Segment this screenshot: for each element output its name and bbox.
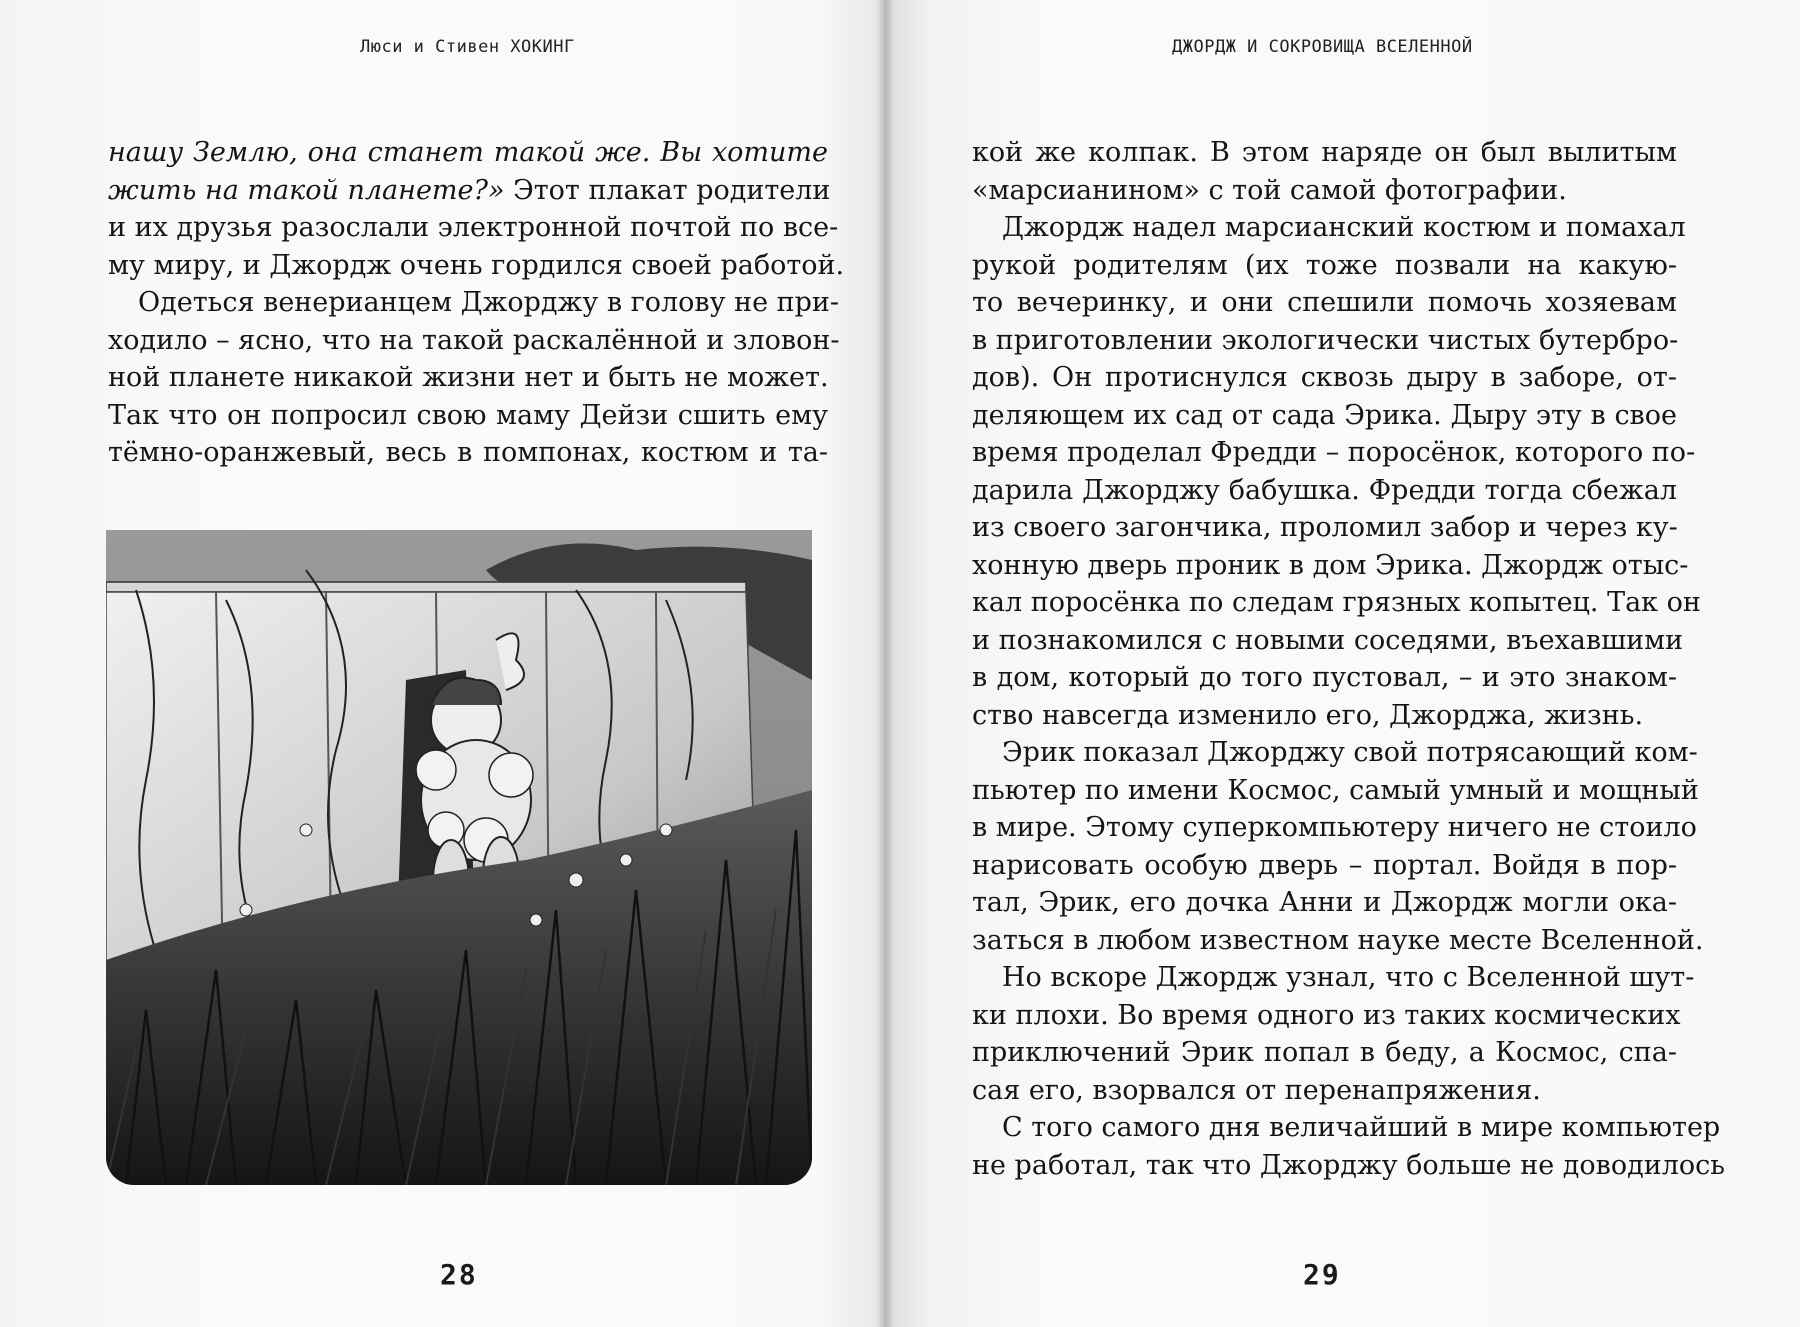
text-line: тал, Эрик, его дочка Анни и Джордж могли ока-	[972, 887, 1677, 918]
text-line: и познакомился с новыми соседями, въехавшими	[972, 624, 1684, 656]
text-line: Джордж надел марсианский костюм и помахал	[1002, 212, 1686, 243]
text-line: му миру, и Джордж очень гордился своей работой.	[108, 249, 845, 281]
text-line: хонную дверь проник в дом Эрика. Джордж отыс-	[972, 549, 1689, 581]
text-line: тёмно-оранжевый, весь в помпонах, костюм и та-	[108, 437, 828, 468]
italic-fragment: жить на такой планете?»	[108, 174, 505, 206]
right-running-head: ДЖОРДЖ И СОКРОВИЩА ВСЕЛЕННОЙ	[1172, 37, 1473, 57]
left-page	[0, 0, 885, 1327]
text-line: нашу Землю, она станет такой же. Вы хотите	[108, 137, 828, 168]
garden-fence-drawing	[106, 530, 812, 1185]
text-line: Одеться венерианцем Джорджу в голову не при-	[138, 287, 840, 318]
garden-illustration	[106, 530, 812, 1185]
book-gutter	[876, 0, 894, 1327]
text-line: в дом, который до того пустовал, – и это знаком-	[972, 662, 1677, 693]
left-page-text	[108, 134, 845, 472]
text-line: рукой родителям (их тоже позвали на какую-	[972, 249, 1677, 281]
text-line: ки плохи. Во время одного из таких космических	[972, 999, 1681, 1031]
text-line: и их друзья разослали электронной почтой по все-	[108, 212, 839, 243]
text-line: приключений Эрик попал в беду, а Космос, спа-	[972, 1037, 1677, 1068]
right-page-text	[972, 134, 1725, 1184]
text-line: в мире. Этому суперкомпьютеру ничего не стоило	[972, 812, 1697, 843]
text-line: Эрик показал Джорджу свой потрясающий ком-	[1002, 737, 1698, 768]
text-line: кал поросёнка по следам грязных копытец. Так он	[972, 587, 1701, 618]
text-line: кой же колпак. В этом наряде он был вылитым	[972, 137, 1677, 168]
text-line: Но вскоре Джордж узнал, что с Вселенной шут-	[1002, 962, 1695, 993]
text-line: пьютер по имени Космос, самый умный и мощный	[972, 774, 1699, 806]
text-line: нарисовать особую дверь – портал. Войдя в пор-	[972, 849, 1677, 881]
text-line: дов). Он протиснулся сквозь дыру в заборе, от-	[972, 362, 1677, 393]
text-line: ходило – ясно, что на такой раскалённой и зловон-	[108, 324, 840, 356]
text-line: «марсианином» с той самой фотографии.	[972, 174, 1567, 206]
left-page-number: 28	[440, 1258, 478, 1291]
text-fragment: Этот плакат родители	[504, 174, 831, 206]
text-line: время проделал Фредди – поросёнок, которого по-	[972, 437, 1696, 468]
text-line: ство навсегда изменило его, Джорджа, жизнь.	[972, 699, 1644, 731]
text-line: то вечеринку, и они спешили помочь хозяевам	[972, 287, 1677, 318]
left-running-head: Люси и Стивен ХОКИНГ	[360, 37, 575, 57]
text-line: из своего загончика, проломил забор и через ку-	[972, 512, 1678, 543]
text-line	[108, 172, 831, 210]
text-line: деляющем их сад от сада Эрика. Дыру эту в свое	[972, 399, 1677, 431]
text-line: ной планете никакой жизни нет и быть не может.	[108, 362, 829, 393]
text-line: в приготовлении экологически чистых бутербро-	[972, 324, 1679, 356]
text-line: сая его, взорвался от перенапряжения.	[972, 1074, 1541, 1106]
text-line: С того самого дня величайший в мире компьютер	[1002, 1112, 1721, 1143]
text-line: Так что он попросил свою маму Дейзи сшить ему	[108, 399, 828, 431]
right-page-number: 29	[1303, 1258, 1341, 1291]
text-line: не работал, так что Джорджу больше не доводилось	[972, 1149, 1725, 1181]
text-line: заться в любом известном науке месте Вселенной.	[972, 924, 1704, 956]
text-line: дарила Джорджу бабушка. Фредди тогда сбежал	[972, 474, 1677, 506]
